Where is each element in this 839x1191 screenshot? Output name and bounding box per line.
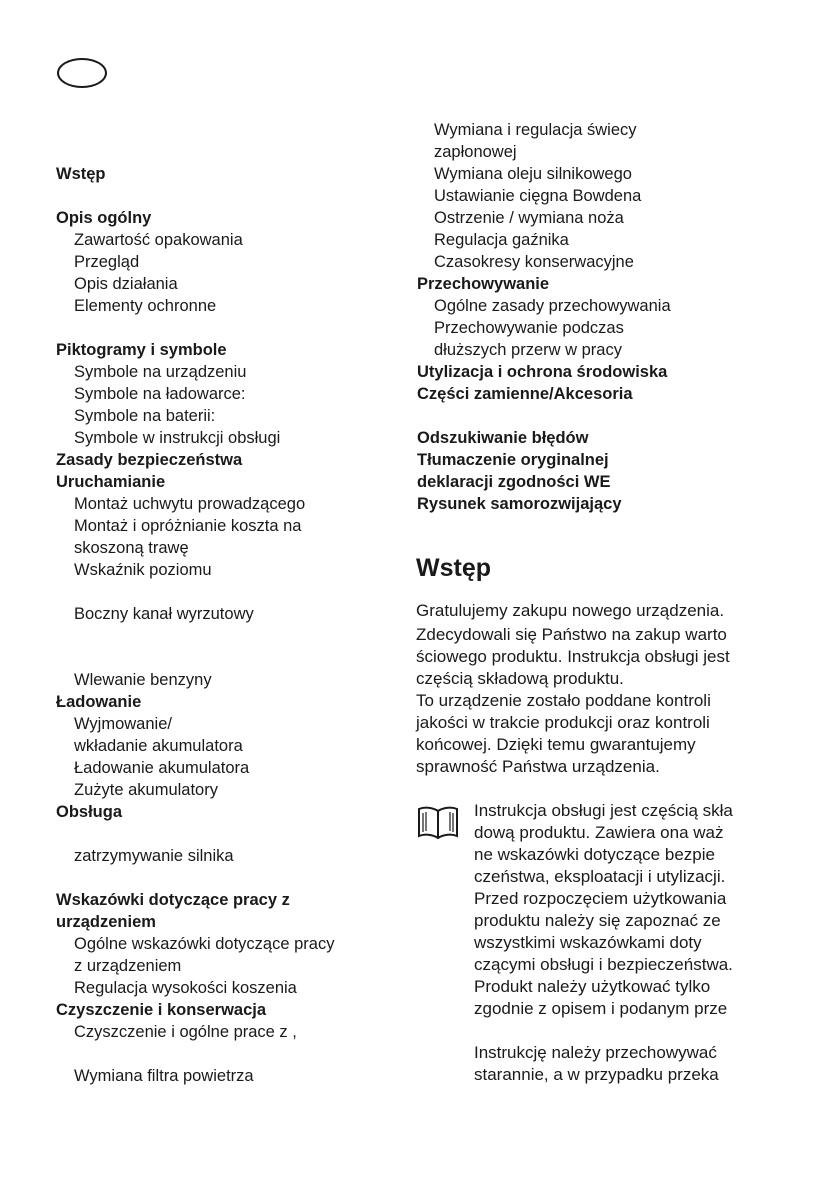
toc-entry: Przegląd xyxy=(74,253,140,271)
toc-section-heading: Uruchamianie xyxy=(56,473,166,491)
note-line: czącymi obsługi i bezpieczeństwa. xyxy=(474,955,733,974)
toc-section-heading: Czyszczenie i konserwacja xyxy=(56,1001,267,1019)
toc-entry: z urządzeniem xyxy=(74,957,182,975)
note-line: Instrukcja obsługi jest częścią skła xyxy=(474,801,733,820)
toc-entry: dłuższych przerw w pracy xyxy=(434,341,622,359)
toc-entry: Zawartość opakowania xyxy=(74,231,243,249)
note-line: Przed rozpoczęciem użytkowania xyxy=(474,889,727,908)
intro-line: Zdecydowali się Państwo na zakup warto xyxy=(416,625,727,644)
intro-line: ściowego produktu. Instrukcja obsługi jest xyxy=(416,647,730,666)
note-line: ne wskazówki dotyczące bezpie xyxy=(474,845,715,864)
note-line: produktu należy się zapoznać ze xyxy=(474,911,721,930)
toc-entry: Regulacja wysokości koszenia xyxy=(74,979,297,997)
note-line: starannie, a w przypadku przeka xyxy=(474,1065,719,1084)
toc-section-heading: Opis ogólny xyxy=(56,209,152,227)
toc-entry: Montaż uchwytu prowadzącego xyxy=(74,495,306,513)
toc-entry: Symbole na baterii: xyxy=(74,407,216,425)
intro-line: To urządzenie zostało poddane kontroli xyxy=(416,691,711,710)
toc-entry: Wymiana oleju silnikowego xyxy=(434,165,632,183)
note-line: Instrukcję należy przechowywać xyxy=(474,1043,717,1062)
toc-entry: Czasokresy konserwacyjne xyxy=(434,253,634,271)
note-line: Produkt należy użytkować tylko xyxy=(474,977,711,996)
toc-section-heading: Części zamienne/Akcesoria xyxy=(417,385,633,403)
toc-entry: Wymiana i regulacja świecy xyxy=(434,121,637,139)
toc-section-heading: Przechowywanie xyxy=(417,275,550,293)
toc-entry: Symbole na urządzeniu xyxy=(74,363,247,381)
toc-section-heading: Obsługa xyxy=(56,803,123,821)
intro-line: częścią składową produktu. xyxy=(416,669,624,688)
toc-entry: wkładanie akumulatora xyxy=(74,737,243,755)
toc-section-heading: Utylizacja i ochrona środowiska xyxy=(417,363,668,381)
intro-line: jakości w trakcie produkcji oraz kontroli xyxy=(416,713,710,732)
toc-entry: Zużyte akumulatory xyxy=(74,781,218,799)
toc-entry: Czyszczenie i ogólne prace z , xyxy=(74,1023,297,1041)
toc-section-heading: Tłumaczenie oryginalnej xyxy=(417,451,609,469)
toc-section-heading: Odszukiwanie błędów xyxy=(417,429,589,447)
toc-section-heading: urządzeniem xyxy=(56,913,156,931)
toc-section-heading: Zasady bezpieczeństwa xyxy=(56,451,243,469)
section-heading: Wstęp xyxy=(416,554,491,582)
toc-entry: zapłonowej xyxy=(434,143,517,161)
toc-section-heading: deklaracji zgodności WE xyxy=(417,473,611,491)
note-line: zgodnie z opisem i podanym prze xyxy=(474,999,728,1018)
note-line: czeństwa, eksploatacji i utylizacji. xyxy=(474,867,726,886)
toc-entry: skoszoną trawę xyxy=(74,539,189,557)
toc-entry: Symbole w instrukcji obsługi xyxy=(74,429,281,447)
intro-line: sprawność Państwa urządzenia. xyxy=(416,757,660,776)
toc-section-heading: Rysunek samorozwijający xyxy=(417,495,622,513)
toc-entry: zatrzymywanie silnika xyxy=(74,847,234,865)
toc-entry: Montaż i opróżnianie koszta na xyxy=(74,517,302,535)
toc-entry: Wymiana filtra powietrza xyxy=(74,1067,254,1085)
book-icon xyxy=(416,805,460,841)
toc-entry: Wlewanie benzyny xyxy=(74,671,212,689)
toc-entry: Opis działania xyxy=(74,275,178,293)
note-line: wszystkimi wskazówkami doty xyxy=(474,933,702,952)
intro-line: końcowej. Dzięki temu gwarantujemy xyxy=(416,735,696,754)
toc-entry: Ładowanie akumulatora xyxy=(74,759,250,777)
language-indicator-oval xyxy=(57,58,107,88)
toc-entry: Ustawianie cięgna Bowdena xyxy=(434,187,642,205)
note-line: dową produktu. Zawiera ona waż xyxy=(474,823,724,842)
toc-entry: Boczny kanał wyrzutowy xyxy=(74,605,254,623)
toc-entry: Ogólne zasady przechowywania xyxy=(434,297,671,315)
toc-entry: Wskaźnik poziomu xyxy=(74,561,212,579)
toc-entry: Ogólne wskazówki dotyczące pracy xyxy=(74,935,335,953)
toc-entry: Elementy ochronne xyxy=(74,297,217,315)
toc-entry: Regulacja gaźnika xyxy=(434,231,569,249)
intro-line: Gratulujemy zakupu nowego urządzenia. xyxy=(416,601,725,620)
toc-entry: Symbole na ładowarce: xyxy=(74,385,246,403)
toc-entry: Ostrzenie / wymiana noża xyxy=(434,209,624,227)
toc-entry: Przechowywanie podczas xyxy=(434,319,624,337)
toc-entry: Wyjmowanie/ xyxy=(74,715,172,733)
toc-section-heading: Wstęp xyxy=(56,165,106,183)
toc-section-heading: Wskazówki dotyczące pracy z xyxy=(56,891,290,909)
toc-section-heading: Piktogramy i symbole xyxy=(56,341,227,359)
toc-section-heading: Ładowanie xyxy=(56,693,142,711)
